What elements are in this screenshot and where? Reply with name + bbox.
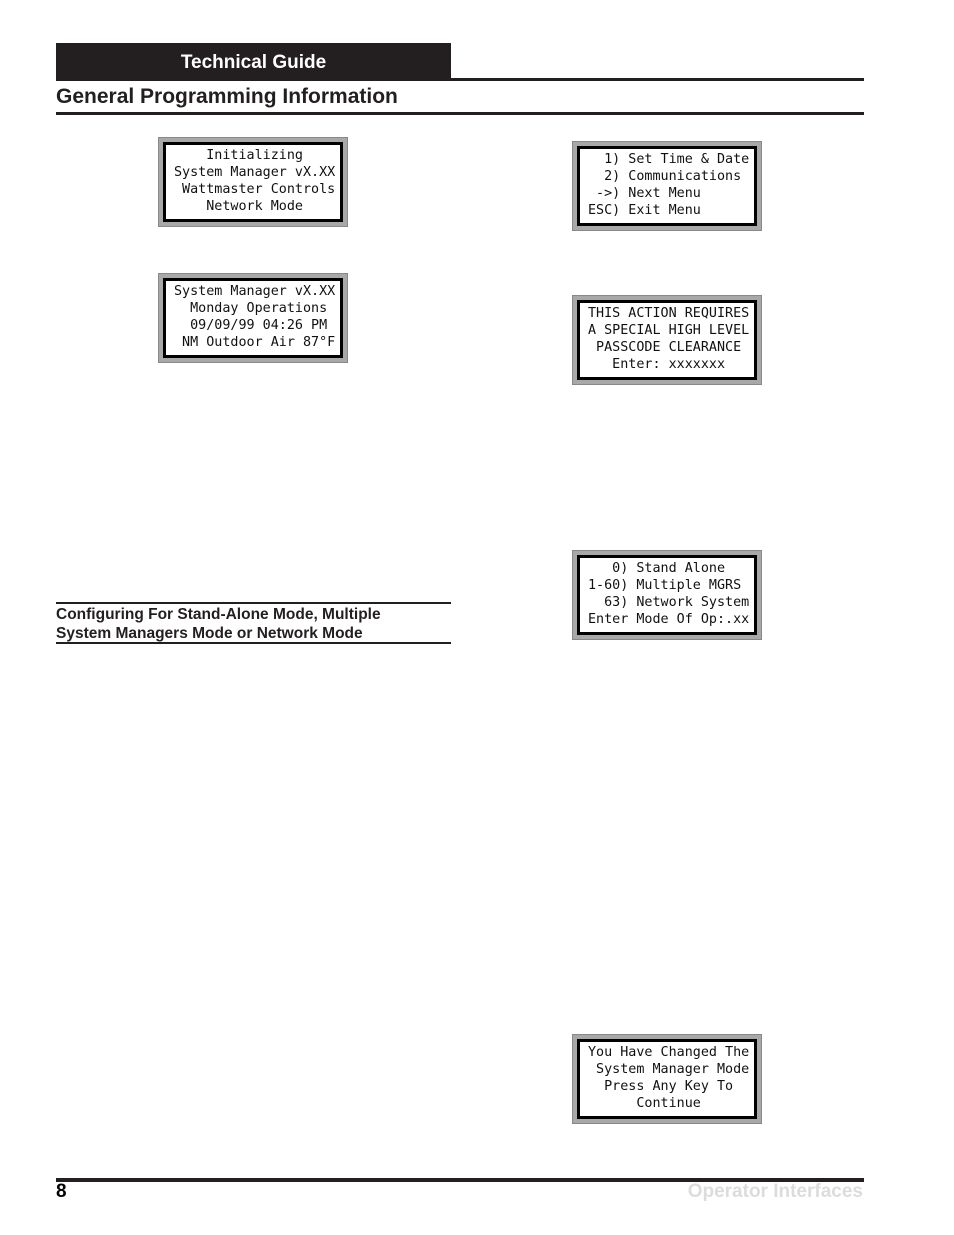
header-rule <box>56 78 864 81</box>
title-rule <box>56 112 864 115</box>
page-title: General Programming Information <box>56 85 398 108</box>
subheading-bottom-rule <box>56 642 451 644</box>
lcd-line: ->) Next Menu <box>588 186 701 201</box>
subheading-line: Configuring For Stand-Alone Mode, Multiple <box>56 606 381 623</box>
lcd-line: System Manager vX.XX <box>174 284 336 299</box>
lcd-display-mode-changed <box>572 1034 762 1124</box>
lcd-line: 1) Set Time & Date <box>588 152 750 167</box>
lcd-line: ESC) Exit Menu <box>588 203 701 218</box>
lcd-display-initializing <box>158 137 348 227</box>
lcd-line: System Manager vX.XX <box>174 165 336 180</box>
lcd-display-menu <box>572 141 762 231</box>
lcd-line: You Have Changed The <box>588 1045 750 1060</box>
lcd-line: 09/09/99 04:26 PM <box>174 318 328 333</box>
lcd-line: A SPECIAL HIGH LEVEL <box>588 323 750 338</box>
lcd-line: Network Mode <box>174 199 303 214</box>
lcd-line: System Manager Mode <box>588 1062 750 1077</box>
section-name: Operator Interfaces <box>687 1181 863 1202</box>
lcd-line: Continue <box>588 1096 701 1111</box>
lcd-line: 2) Communications <box>588 169 742 184</box>
lcd-line: 1-60) Multiple MGRS <box>588 578 742 593</box>
lcd-line: Initializing <box>174 148 303 163</box>
technical-guide-banner: Technical Guide <box>56 43 451 80</box>
lcd-display-passcode <box>572 295 762 385</box>
lcd-line: Enter: xxxxxxx <box>588 357 726 372</box>
lcd-line: Enter Mode Of Op:.xx <box>588 612 750 627</box>
subheading <box>56 605 381 643</box>
lcd-display-mode-select <box>572 550 762 640</box>
lcd-line: THIS ACTION REQUIRES <box>588 306 750 321</box>
page-number: 8 <box>56 1181 67 1202</box>
lcd-display-status <box>158 273 348 363</box>
subheading-line: System Managers Mode or Network Mode <box>56 625 363 642</box>
lcd-line: NM Outdoor Air 87°F <box>174 335 336 350</box>
lcd-line: Monday Operations <box>174 301 328 316</box>
subheading-top-rule <box>56 602 451 604</box>
lcd-line: PASSCODE CLEARANCE <box>588 340 742 355</box>
lcd-line: Wattmaster Controls <box>174 182 336 197</box>
lcd-line: 63) Network System <box>588 595 750 610</box>
lcd-line: Press Any Key To <box>588 1079 734 1094</box>
lcd-line: 0) Stand Alone <box>588 561 726 576</box>
